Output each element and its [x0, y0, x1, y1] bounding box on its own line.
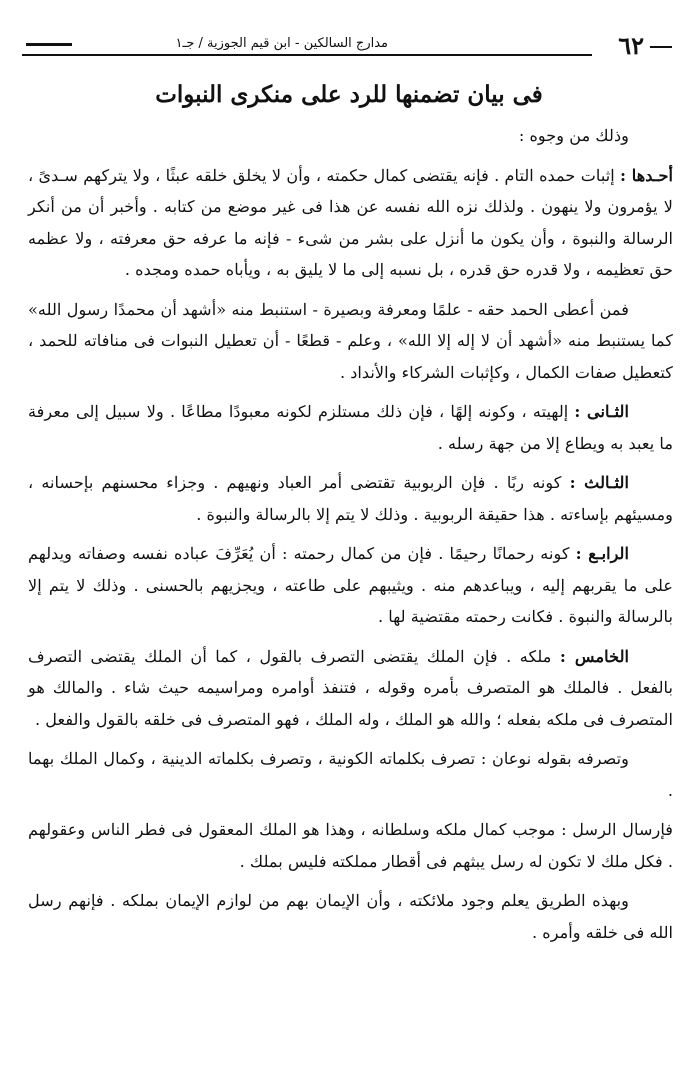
paragraph-text: وبهذه الطريق يعلم وجود ملائكته ، وأن الإيمان بهم من لوازم الإيمان بملكه . فإنهم رسل الله فى خلقه وأمره .	[28, 891, 673, 942]
paragraph-lead: الخامس :	[559, 646, 629, 666]
paragraph-lead: الرابـع :	[575, 544, 629, 563]
running-header	[22, 31, 672, 60]
header-dash	[26, 43, 72, 46]
paragraph-lead: الثـانى :	[574, 402, 629, 421]
chapter-heading: فى بيان تضمنها للرد على منكرى النبوات	[155, 81, 543, 108]
body-text	[28, 120, 673, 948]
paragraph	[28, 743, 673, 806]
paragraph	[28, 641, 673, 736]
paragraph	[28, 538, 673, 633]
paragraph-text: كونه ربًا . فإن الربوبية تقتضى أمر العباد ونهيهم . وجزاء محسنهم بإحسانه ، ومسيئهم بإساءته . هذا حقيقة الربوبية . وذلك لا يتم إلا بالرسالة والنبوة .	[28, 473, 673, 524]
running-title: مدارج السالكين - ابن قيم الجوزية / جـ١	[172, 36, 392, 52]
paragraph-lead: الثـالث :	[569, 473, 629, 492]
paragraph	[28, 160, 673, 286]
paragraph-lead: أحـدها :	[620, 165, 674, 185]
paragraph-text: وتصرفه بقوله نوعان : تصرف بكلماته الكونية ، وتصرف بكلماته الدينية ، وكمال الملك بهما .	[28, 749, 673, 800]
paragraph-text: فإرسال الرسل : موجب كمال ملكه وسلطانه ، وهذا هو الملك المعقول فى فطر الناس وعقولهم . فكل ملك لا تكون له رسل يبثهم فى أقطار مملكته فليس بملك .	[28, 820, 673, 871]
paragraph-text: إلهيته ، وكونه إلهًا ، فإن ذلك مستلزم لكونه معبودًا مطاعًا . ولا سبيل إلى معرفة ما يعبد به ويطاع إلا من جهة رسله .	[28, 402, 673, 453]
paragraph	[28, 814, 673, 877]
paragraph-text: ملكه . فإن الملك يقتضى التصرف بالقول ، كما أن الملك يقتضى التصرف بالفعل . فالملك هو المتصرف بأمره وقوله ، فتنفذ أوامره ومراسيمه حيث شاء . والمالك هو المتصرف فى ملكه بفعله ؛ والله هو الملك ، وله الملك ، فهو المتصرف فى خلقه بالقول والفعل .	[28, 646, 673, 729]
header-dash	[650, 46, 672, 48]
paragraph-text: كونه رحمانًا رحيمًا . فإن من كمال رحمته : أن يُعَرِّفَ عباده نفسه وصفاته ويدلهم على ما يقربهم إليه ، ويباعدهم منه . ويثيبهم على طاعته ، ويجزيهم بالحسنى . وذلك لا يتم إلا بالرسالة والنبوة . فكانت رحمته مقتضية لها .	[28, 544, 673, 626]
header-rule	[22, 54, 592, 56]
paragraph	[28, 294, 673, 389]
paragraph-text: فمن أعطى الحمد حقه - علمًا ومعرفة وبصيرة - استنبط منه «أشهد أن محمدًا رسول الله» كما يستنبط منه «أشهد أن لا إله إلا الله» ، وعلم - قطعًا - أن تعطيل النبوات فى منافاته للحمد ، كتعطيل صفات الكمال ، وكإثبات الشركاء والأنداد .	[28, 299, 673, 382]
paragraph	[28, 467, 673, 530]
paragraph-text: وذلك من وجوه :	[518, 126, 629, 145]
paragraph	[28, 885, 673, 948]
paragraph	[28, 396, 673, 459]
page-number: ٦٢	[618, 31, 644, 60]
paragraph	[28, 120, 673, 152]
paragraph-text: إثبات حمده التام . فإنه يقتضى كمال حكمته ، وأن لا يخلق خلقه عبثًا ، ولا يتركهم سـدىً ، لا يؤمرون ولا ينهون . ولذلك نزه الله نفسه عن هذا فى غير موضع من كتابه . وأخبر أن من أنكر الرسالة والنبوة ، وأن يكون ما أنزل على بشر من شىء - فإنه ما عرفه حق معرفته ، ولا عظمه حق تعظيمه ، ولا قدره حق قدره ، بل نسبه إلى ما لا يليق به ، ويأباه حمده ومجده .	[28, 165, 673, 279]
